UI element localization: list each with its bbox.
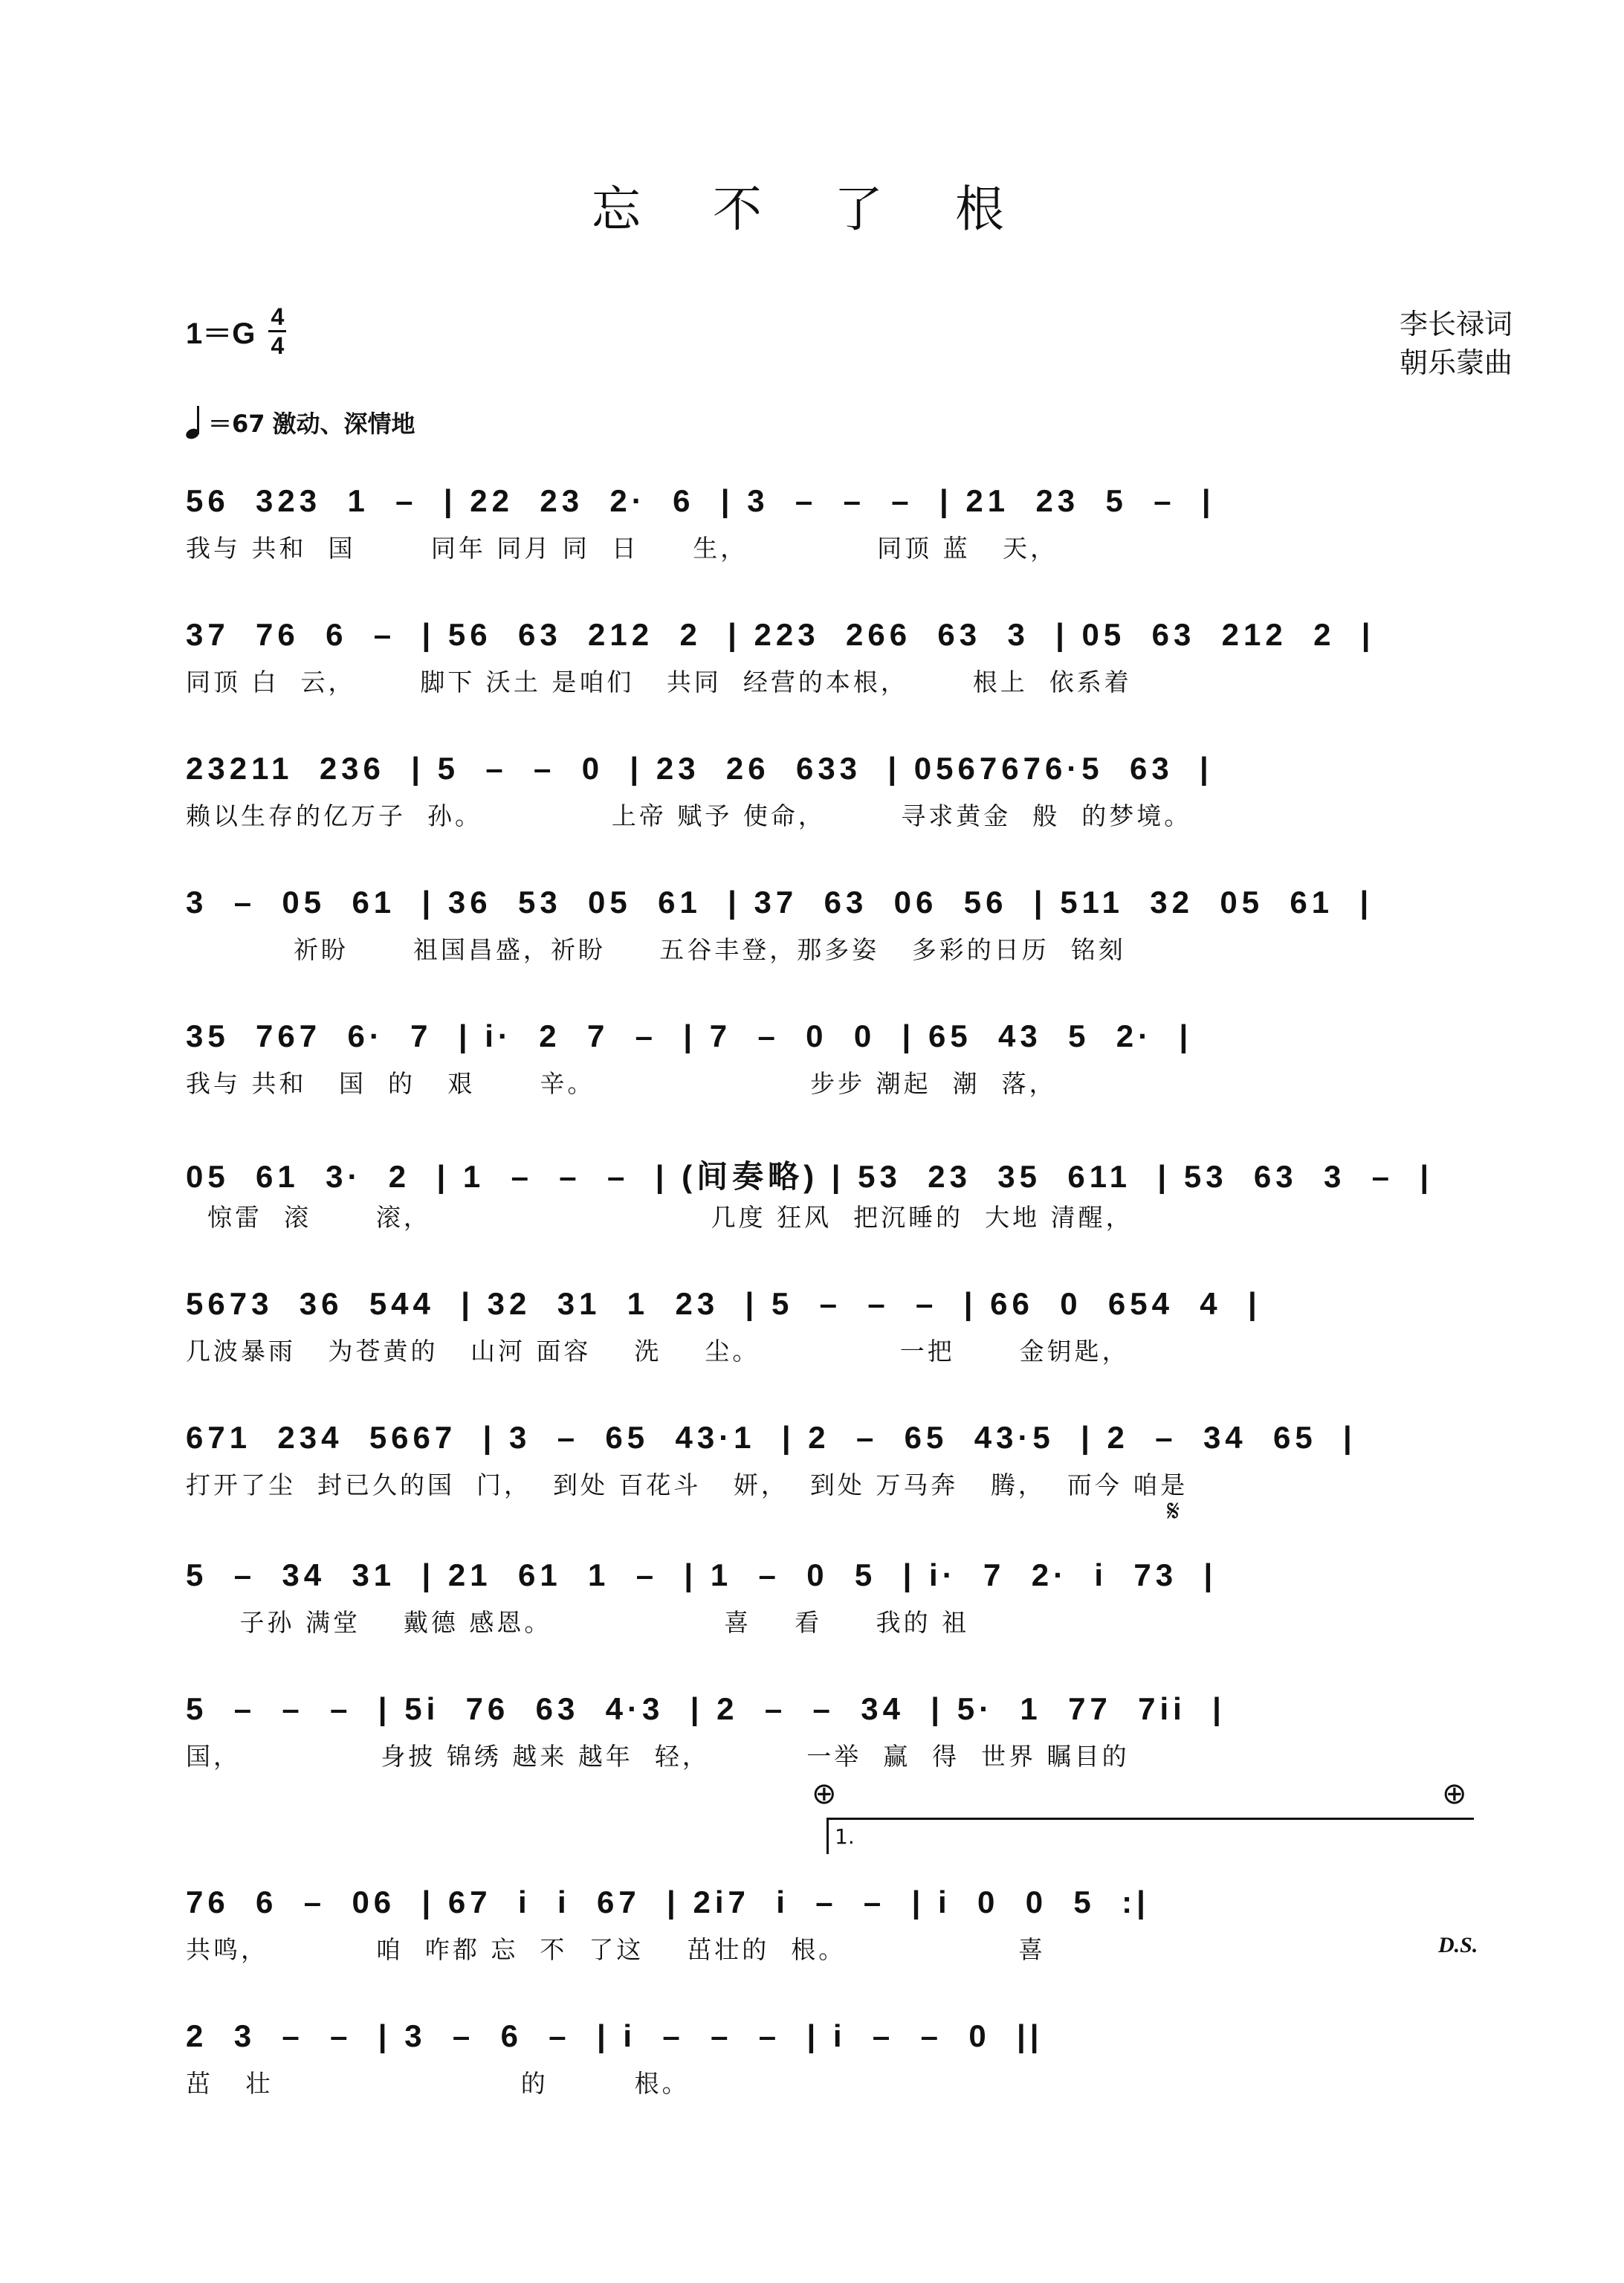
notation-row: 56 323 1 – | 22 23 2· 6 | 3 – – – | 21 23 5 – | bbox=[186, 483, 1215, 518]
key-label: 1＝G bbox=[186, 317, 256, 350]
segno-icon: 𝄋 bbox=[1167, 1494, 1180, 1528]
time-denominator: 4 bbox=[271, 332, 285, 359]
lyrics-row: 祈盼 祖国昌盛，祈盼 五谷丰登，那多姿 多彩的日历 铭刻 bbox=[186, 935, 1126, 964]
score-line bbox=[186, 1286, 1468, 1375]
score-line bbox=[186, 617, 1468, 706]
notation-row: 2 3 – – | 3 – 6 – | i – – – | i – – 0 || bbox=[186, 2018, 1044, 2053]
score-line bbox=[186, 1018, 1468, 1108]
lyrics-row: 几波暴雨 为苍黄的 山河 面容 洗 尘。 一把 金钥匙， bbox=[186, 1337, 1130, 1366]
notation-row: 671 234 5667 | 3 – 65 43·1 | 2 – 65 43·5 | 2 – 34 65 | bbox=[186, 1420, 1356, 1455]
score-line bbox=[186, 885, 1468, 974]
score-line bbox=[186, 751, 1468, 840]
notation-row: 3 – 05 61 | 36 53 05 61 | 37 63 06 56 | 511 32 05 61 | bbox=[186, 885, 1374, 920]
lyrics-row: 赖以生存的亿万子 孙。 上帝 赋予 使命， 寻求黄金 般 的梦境。 bbox=[186, 801, 1192, 830]
volta-label: 1. bbox=[835, 1824, 855, 1849]
credits bbox=[1400, 305, 1513, 382]
tempo-value: ＝67 bbox=[208, 410, 265, 438]
notation-row: 5 – 34 31 | 21 61 1 – | 1 – 0 5 | i· 7 2· i 73 | bbox=[186, 1557, 1217, 1592]
notation-row: 23211 236 | 5 – – 0 | 23 26 633 | 0567676·5 63 | bbox=[186, 751, 1213, 786]
lyrics-row: 同顶 白 云， 脚下 沃土 是咱们 共同 经营的本根， 根上 依系着 bbox=[186, 668, 1132, 697]
notation-row: 05 61 3· 2 | 1 – – – | (间奏略) | 53 23 35 611 | 53 63 3 – | bbox=[186, 1159, 1434, 1194]
time-signature bbox=[268, 305, 286, 358]
coda-icon-2: ⊕ bbox=[1442, 1777, 1467, 1811]
score-line bbox=[186, 2018, 1468, 2108]
time-numerator: 4 bbox=[271, 303, 285, 330]
score-line bbox=[186, 1152, 1468, 1241]
score-line bbox=[186, 483, 1468, 572]
coda-icon: ⊕ bbox=[812, 1777, 837, 1811]
lyricist-credit: 李长禄词 bbox=[1399, 308, 1513, 340]
notation-row: 37 76 6 – | 56 63 212 2 | 223 266 63 3 | 05 63 212 2 | bbox=[186, 617, 1375, 652]
song-title: 忘 不 了 根 bbox=[592, 181, 1032, 238]
score-line bbox=[186, 1420, 1468, 1509]
composer-credit: 朝乐蒙曲 bbox=[1399, 346, 1513, 379]
score-line bbox=[186, 1557, 1468, 1647]
notation-row: 35 767 6· 7 | i· 2 7 – | 7 – 0 0 | 65 43 5 2· | bbox=[186, 1018, 1193, 1053]
lyrics-row: 我与 共和 国 同年 同月 同 日 生， 同顶 蓝 天， bbox=[186, 534, 1058, 563]
lyrics-row: 国， 身披 锦绣 越来 越年 轻， 一举 赢 得 世界 瞩目的 bbox=[186, 1742, 1130, 1771]
lyrics-row: 打开了尘 封已久的国 门， 到处 百花斗 妍， 到处 万马奔 腾， 而今 咱是 bbox=[186, 1470, 1188, 1499]
score-line bbox=[186, 1691, 1468, 1780]
score-line bbox=[186, 1885, 1468, 1974]
volta-bracket bbox=[826, 1818, 1474, 1854]
notation-row: 76 6 – 06 | 67 i i 67 | 2i7 i – – | i 0 0 5 :| bbox=[186, 1885, 1150, 1919]
lyrics-row: 共鸣， 咱 咋都 忘 不 了这 茁壮的 根。 喜 bbox=[186, 1935, 1046, 1964]
notation-row: 5673 36 544 | 32 31 1 23 | 5 – – – | 66 0 654 4 | bbox=[186, 1286, 1261, 1321]
notation-row: 5 – – – | 5i 76 63 4·3 | 2 – – 34 | 5· 1 77 7ii | bbox=[186, 1691, 1226, 1726]
key-signature bbox=[186, 305, 286, 358]
tempo-expression: 激动、深情地 bbox=[272, 410, 415, 438]
lyrics-row: 子孙 满堂 戴德 感恩。 喜 看 我的 祖 bbox=[186, 1608, 970, 1637]
ds-mark: D.S. bbox=[1438, 1933, 1478, 1957]
lyrics-row: 惊雷 滚 滚， 几度 狂风 把沉睡的 大地 清醒， bbox=[186, 1203, 1133, 1232]
quarter-note-icon bbox=[186, 406, 201, 439]
lyrics-row: 茁 壮 的 根。 bbox=[186, 2069, 690, 2098]
tempo-marking bbox=[186, 405, 415, 439]
lyrics-row: 我与 共和 国 的 艰 辛。 步步 潮起 潮 落， bbox=[186, 1069, 1057, 1098]
